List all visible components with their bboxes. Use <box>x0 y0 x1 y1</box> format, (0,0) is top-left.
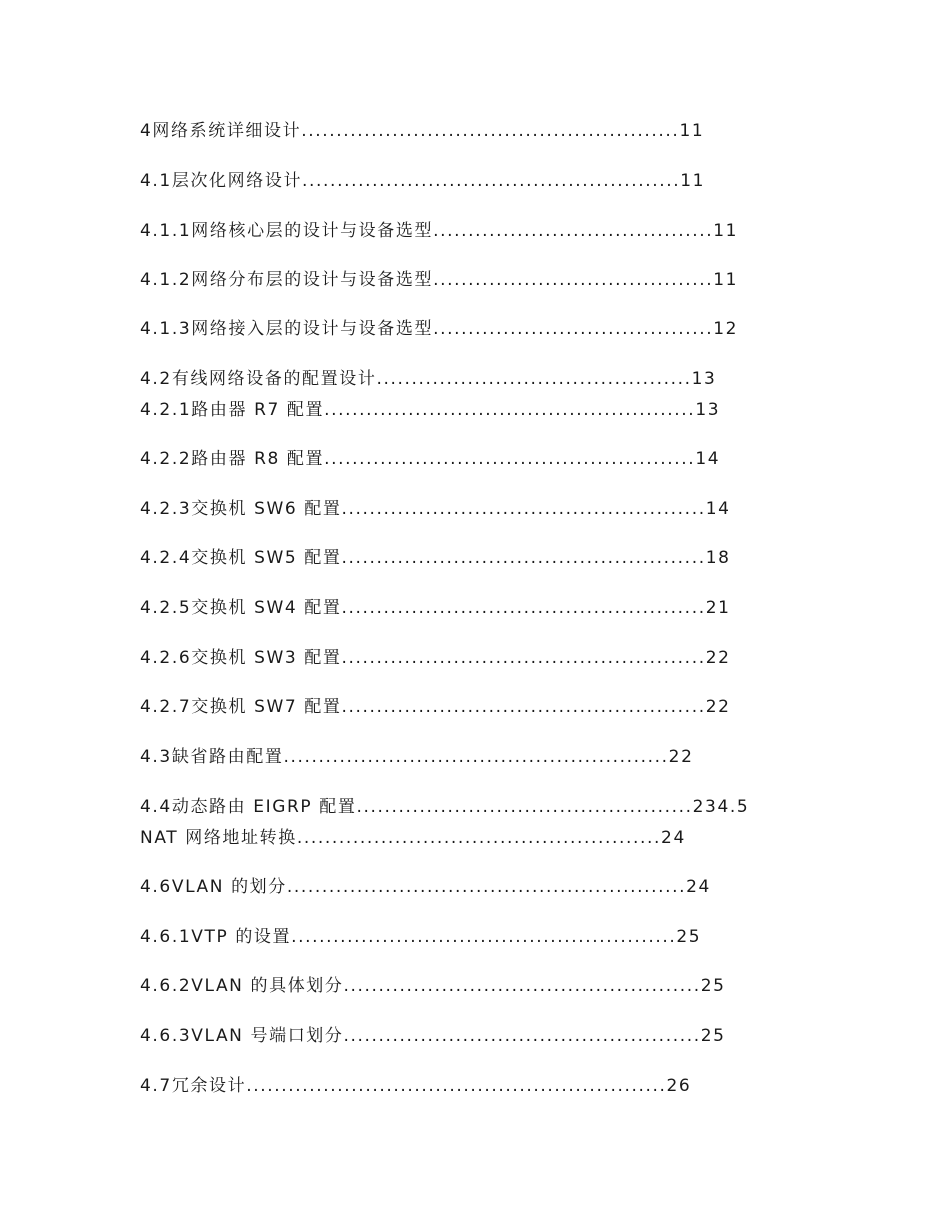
toc-leader-dots: .................................................... <box>296 828 662 848</box>
toc-entry[interactable] <box>140 827 686 849</box>
toc-page-number: 23 <box>692 797 718 817</box>
toc-number: 4.2.3 <box>140 499 192 519</box>
toc-page-number: 11 <box>713 221 739 241</box>
toc-page-number: 22 <box>705 697 731 717</box>
toc-title: 交换机 SW6 配置 <box>191 499 342 519</box>
toc-number: 4.2 <box>140 369 172 389</box>
toc-number: 4.2.5 <box>140 598 192 618</box>
toc-number: 4.2.2 <box>140 449 192 469</box>
toc-number: 4 <box>140 121 153 141</box>
toc-number: 4.2.7 <box>140 697 192 717</box>
toc-page-number: 11 <box>713 270 739 290</box>
toc-title: VLAN 的具体划分 <box>191 976 344 996</box>
toc-number: 4.2.4 <box>140 548 192 568</box>
toc-leader-dots: .................................................... <box>341 598 706 618</box>
toc-entry[interactable] <box>140 318 738 340</box>
toc-entry[interactable] <box>140 120 704 142</box>
toc-title: 交换机 SW5 配置 <box>191 548 342 568</box>
toc-leader-dots: .................................................... <box>341 648 706 668</box>
toc-leader-dots: ........................................ <box>433 221 714 241</box>
toc-page-number: 24 <box>661 828 686 848</box>
toc-page-number: 14 <box>695 449 721 469</box>
toc-title: 网络系统详细设计 <box>152 121 302 141</box>
toc-number: 4.4 <box>140 797 172 817</box>
toc-leader-dots: ....................................................... <box>283 747 669 767</box>
toc-page-number: 24 <box>686 877 711 897</box>
toc-title: 有线网络设备的配置设计 <box>171 369 377 389</box>
toc-title: 动态路由 EIGRP 配置 <box>171 797 357 817</box>
toc-leader-dots: ............................................................ <box>246 1076 667 1096</box>
toc-number: 4.1.1 <box>140 221 192 241</box>
toc-entry[interactable] <box>140 796 749 818</box>
toc-title: NAT 网络地址转换 <box>140 828 297 848</box>
toc-entry[interactable] <box>140 975 726 997</box>
toc-entry[interactable] <box>140 696 731 718</box>
toc-entry[interactable] <box>140 1075 691 1097</box>
toc-leader-dots: ....................................................... <box>291 927 677 947</box>
toc-number: 4.1 <box>140 171 172 191</box>
toc-page-number: 21 <box>705 598 731 618</box>
toc-leader-dots: ...................................................... <box>301 121 680 141</box>
toc-entry[interactable] <box>140 220 738 242</box>
toc-leader-dots: ...................................................... <box>302 171 681 191</box>
toc-entry[interactable] <box>140 170 705 192</box>
toc-leader-dots: ................................................ <box>356 797 693 817</box>
toc-leader-dots: ..................................................... <box>324 400 696 420</box>
toc-entry[interactable] <box>140 647 731 669</box>
toc-number: 4.7 <box>140 1076 172 1096</box>
toc-entry[interactable] <box>140 269 738 291</box>
toc-entry[interactable] <box>140 399 720 421</box>
toc-title: 网络分布层的设计与设备选型 <box>191 270 434 290</box>
toc-title: 交换机 SW4 配置 <box>191 598 342 618</box>
toc-page-number: 12 <box>713 319 739 339</box>
toc-number: 4.2.6 <box>140 648 192 668</box>
toc-page-number: 11 <box>680 171 706 191</box>
toc-leader-dots: ................................................... <box>343 976 701 996</box>
toc-title: 路由器 R8 配置 <box>191 449 325 469</box>
toc-leader-dots: ................................................... <box>343 1026 701 1046</box>
toc-entry[interactable] <box>140 1025 726 1047</box>
toc-next-number: 4.5 <box>717 797 750 817</box>
toc-leader-dots: ........................................ <box>433 270 714 290</box>
toc-leader-dots: ..................................................... <box>324 449 696 469</box>
toc-page-number: 26 <box>666 1076 692 1096</box>
toc-entry[interactable] <box>140 926 701 948</box>
toc-page-number: 18 <box>705 548 731 568</box>
toc-entry[interactable] <box>140 368 716 390</box>
toc-title: 路由器 R7 配置 <box>191 400 325 420</box>
toc-title: 层次化网络设计 <box>171 171 303 191</box>
toc-entry[interactable] <box>140 547 731 569</box>
toc-number: 4.1.2 <box>140 270 192 290</box>
toc-title: 冗余设计 <box>171 1076 247 1096</box>
toc-entry[interactable] <box>140 597 731 619</box>
toc-leader-dots: .................................................... <box>341 499 706 519</box>
toc-number: 4.6.3 <box>140 1026 192 1046</box>
toc-leader-dots: .................................................... <box>341 548 706 568</box>
toc-leader-dots: .................................................... <box>341 697 706 717</box>
toc-page-number: 25 <box>700 976 726 996</box>
toc-title: VLAN 号端口划分 <box>191 1026 344 1046</box>
toc-leader-dots: ........................................ <box>433 319 714 339</box>
toc-title: VTP 的设置 <box>191 927 292 947</box>
toc-title: 缺省路由配置 <box>171 747 284 767</box>
toc-title: VLAN 的划分 <box>171 877 287 897</box>
toc-page-number: 11 <box>679 121 705 141</box>
toc-number: 4.6.2 <box>140 976 192 996</box>
toc-entry[interactable] <box>140 746 694 768</box>
toc-number: 4.1.3 <box>140 319 192 339</box>
toc-title: 网络核心层的设计与设备选型 <box>191 221 434 241</box>
toc-entry[interactable] <box>140 498 731 520</box>
toc-number: 4.3 <box>140 747 172 767</box>
toc-entry[interactable] <box>140 448 720 470</box>
toc-title: 交换机 SW7 配置 <box>191 697 342 717</box>
toc-leader-dots: ............................................. <box>376 369 692 389</box>
toc-entry[interactable] <box>140 876 711 898</box>
toc-number: 4.2.1 <box>140 400 192 420</box>
toc-title: 交换机 SW3 配置 <box>191 648 342 668</box>
toc-number: 4.6.1 <box>140 927 192 947</box>
toc-title: 网络接入层的设计与设备选型 <box>191 319 434 339</box>
toc-number: 4.6 <box>140 877 172 897</box>
toc-page-number: 22 <box>705 648 731 668</box>
toc-page-number: 25 <box>676 927 702 947</box>
toc-page-number: 14 <box>705 499 731 519</box>
toc-page-number: 22 <box>668 747 694 767</box>
toc-page-number: 13 <box>695 400 721 420</box>
toc-page-number: 13 <box>691 369 717 389</box>
toc-page-number: 25 <box>700 1026 726 1046</box>
toc-leader-dots: ......................................................... <box>286 877 687 897</box>
